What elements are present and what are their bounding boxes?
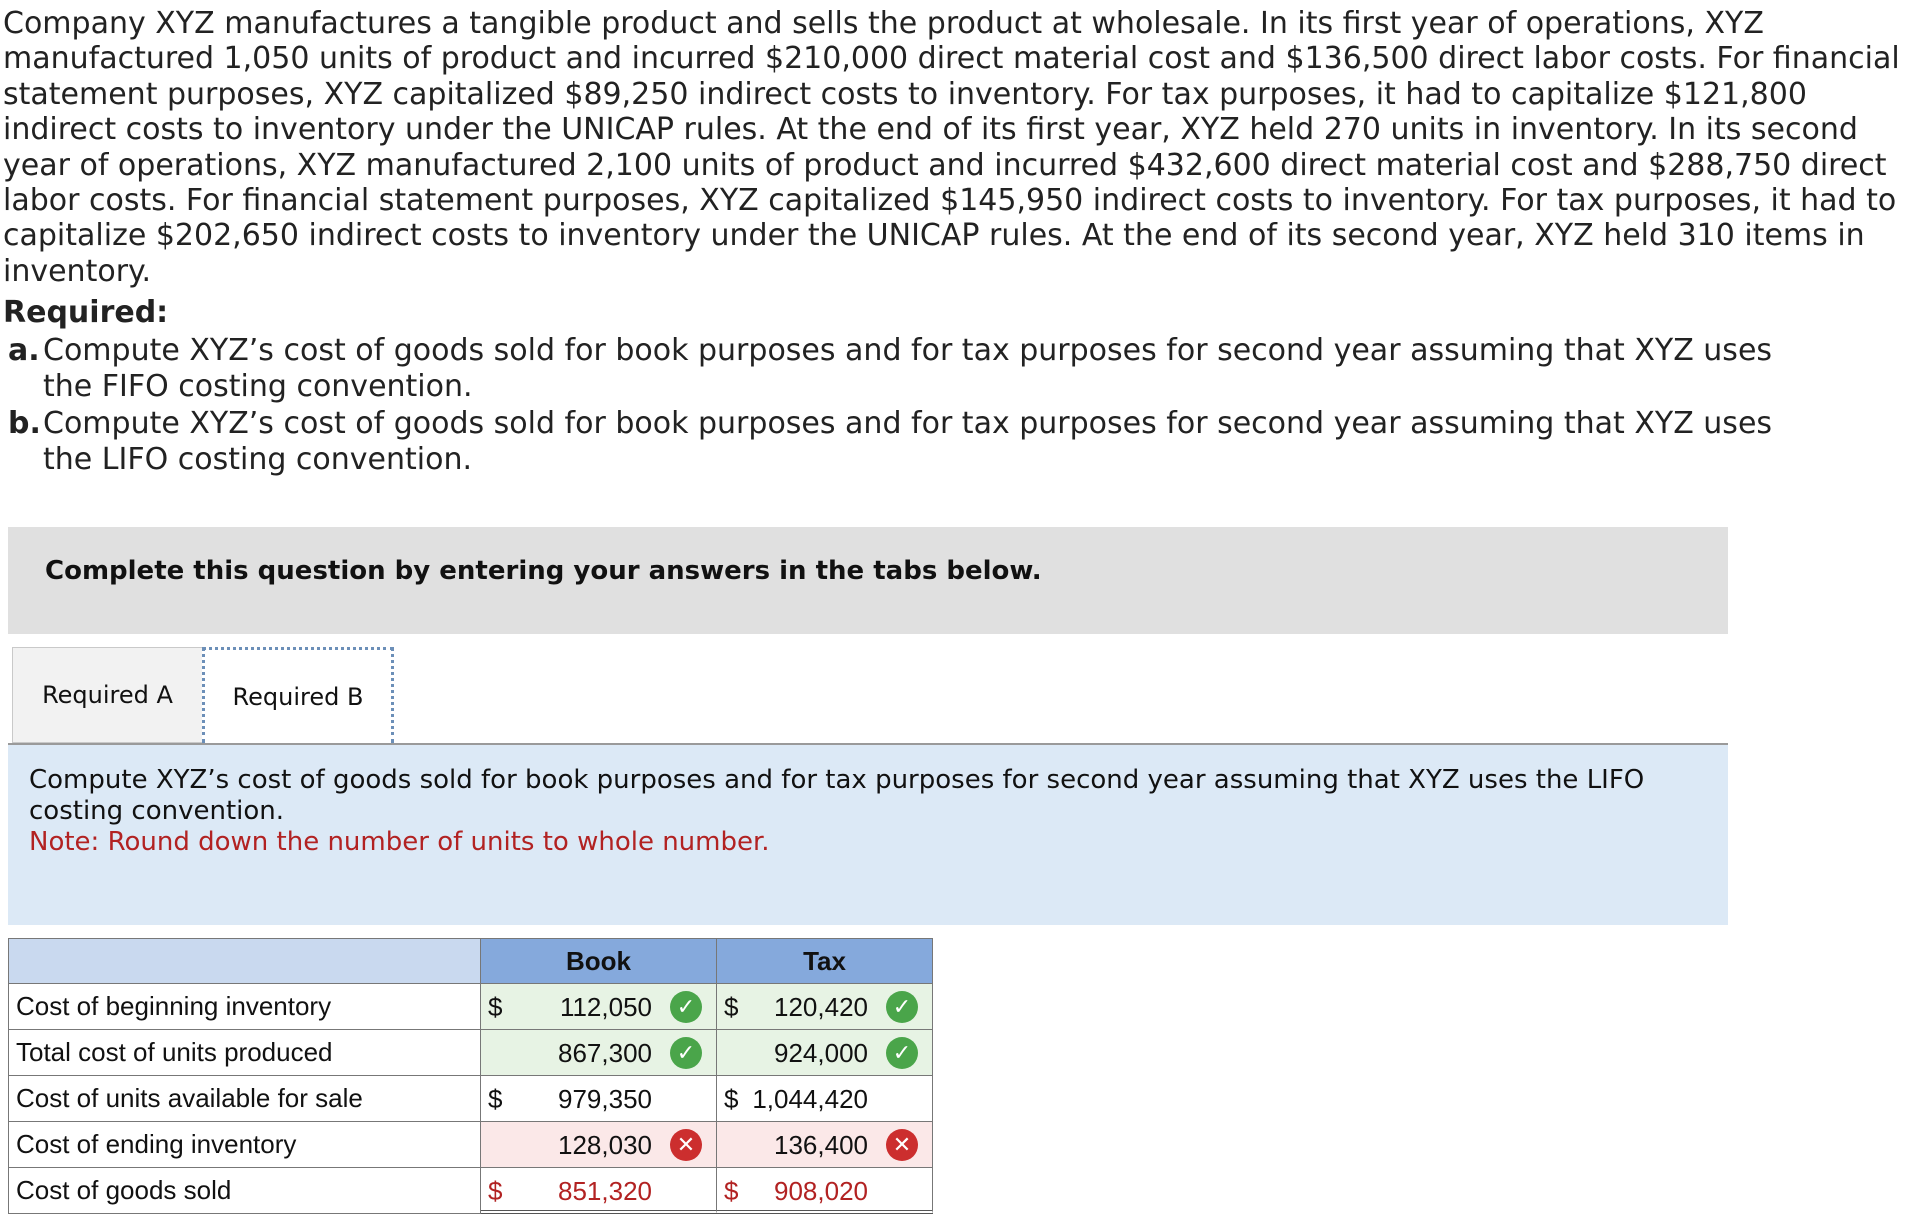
currency-symbol: $ — [724, 1084, 739, 1114]
required-heading: Required: — [3, 295, 169, 330]
tax-units-produced-cell[interactable] — [717, 1030, 933, 1076]
required-item-b — [3, 406, 1883, 478]
required-item-a — [3, 333, 1883, 405]
row-label-available-for-sale: Cost of units available for sale — [8, 1076, 481, 1122]
required-item-text: Compute XYZ’s cost of goods sold for book purposes and for tax purposes for second year assuming that XYZ uses the LIFO costing convention. — [43, 406, 1773, 477]
check-icon: ✓ — [670, 1037, 702, 1069]
header-book-label: Book — [566, 946, 631, 976]
currency-symbol: $ — [488, 992, 503, 1022]
tab-required-b[interactable]: Required B — [202, 647, 394, 743]
currency-symbol: $ — [488, 1176, 503, 1206]
problem-text: Company XYZ manufactures a tangible product and sells the product at wholesale. In its first year of operations, XYZ manufactured 1,050 units of product and incurred $210,000 direct material cost and $136,500 direct labor costs. For financial statement purposes, XYZ capitalized $89,250 indirect costs to inventory. For tax purposes, it had to capitalize $121,800 indirect costs to inventory under the UNICAP rules. At the end of its first year, XYZ held 270 units in inventory. In its second year of operations, XYZ manufactured 2,100 units of product and incurred $432,600 direct material cost and $288,750 direct labor costs. For financial statement purposes, XYZ capitalized $145,950 indirect costs to inventory. For tax purposes, it had to capitalize $202,650 indirect costs to inventory under the UNICAP rules. At the end of its second year, XYZ held 310 items in inventory. — [3, 6, 1900, 289]
panel-content — [29, 765, 1689, 858]
row-label-ending-inventory: Cost of ending inventory — [8, 1122, 481, 1168]
question-panel — [8, 745, 1728, 925]
panel-instruction: Compute XYZ’s cost of goods sold for book purposes and for tax purposes for second year assuming that XYZ uses the LIFO costing convention. — [29, 765, 1645, 826]
book-available-for-sale-value: 979,350 — [558, 1084, 652, 1114]
panel-note: Note: Round down the number of units to whole number. — [29, 827, 770, 857]
row-label-units-produced: Total cost of units produced — [8, 1030, 481, 1076]
currency-symbol: $ — [724, 992, 739, 1022]
row-label-beginning-inventory: Cost of beginning inventory — [8, 984, 481, 1030]
required-item-text: Compute XYZ’s cost of goods sold for book purposes and for tax purposes for second year assuming that XYZ uses the FIFO costing convention. — [43, 333, 1773, 404]
book-units-produced-value[interactable]: 867,300 — [558, 1038, 652, 1068]
required-item-letter: a. — [8, 333, 40, 368]
book-cogs-value: 851,320 — [558, 1176, 652, 1206]
book-beginning-inventory-value[interactable]: 112,050 — [559, 992, 652, 1022]
book-available-for-sale-cell — [481, 1076, 717, 1122]
row-label-cogs: Cost of goods sold — [8, 1168, 481, 1214]
tax-available-for-sale-value: 1,044,420 — [752, 1084, 868, 1114]
table-header-blank — [8, 938, 481, 984]
book-ending-inventory-cell[interactable] — [481, 1122, 717, 1168]
cross-icon: ✕ — [886, 1129, 918, 1161]
cogs-table — [8, 938, 928, 1218]
tax-cogs-value: 908,020 — [774, 1176, 868, 1206]
check-icon: ✓ — [670, 991, 702, 1023]
tax-units-produced-value[interactable]: 924,000 — [774, 1038, 868, 1068]
check-icon: ✓ — [886, 1037, 918, 1069]
book-ending-inventory-value[interactable]: 128,030 — [558, 1130, 652, 1160]
banner-text: Complete this question by entering your answers in the tabs below. — [45, 556, 1042, 586]
tax-ending-inventory-cell[interactable] — [717, 1122, 933, 1168]
book-beginning-inventory-cell[interactable] — [481, 984, 717, 1030]
book-units-produced-cell[interactable] — [481, 1030, 717, 1076]
tab-required-a[interactable]: Required A — [12, 647, 202, 743]
tax-beginning-inventory-cell[interactable] — [717, 984, 933, 1030]
cross-icon: ✕ — [670, 1129, 702, 1161]
tax-beginning-inventory-value[interactable]: 120,420 — [774, 992, 868, 1022]
tax-available-for-sale-cell — [717, 1076, 933, 1122]
tax-ending-inventory-value[interactable]: 136,400 — [774, 1130, 868, 1160]
currency-symbol: $ — [488, 1084, 503, 1114]
header-tax-label: Tax — [803, 946, 846, 976]
book-cogs-cell — [481, 1168, 717, 1214]
check-icon: ✓ — [886, 991, 918, 1023]
tax-cogs-cell — [717, 1168, 933, 1214]
required-item-letter: b. — [8, 406, 41, 441]
instructions-banner — [8, 527, 1728, 634]
table-header-book — [481, 938, 717, 984]
table-header-tax — [717, 938, 933, 984]
currency-symbol: $ — [724, 1176, 739, 1206]
